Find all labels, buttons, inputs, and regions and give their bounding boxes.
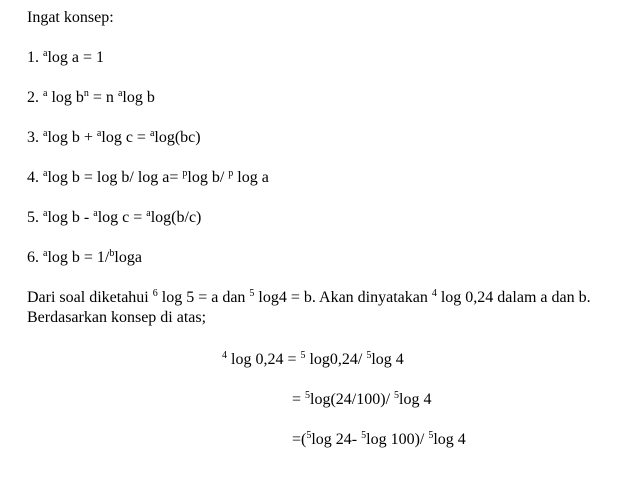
concept-5: 5. $^a$log b - $^a$log c = $^a$log(b/c) <box>27 208 202 226</box>
step-2: = $^5$log(24/100)/ $^5$log 4 <box>292 390 432 408</box>
concept-2: 2. $^a$ $\log b^n = n$ $^a$log b <box>27 88 155 106</box>
heading: Ingat konsep: <box>27 9 114 26</box>
concept-6: 6. $^a$log b = 1/$^b$loga <box>27 248 142 266</box>
step-1: $^4$ log 0,24 = $^5$ log0,24/ $^5$log 4 <box>222 350 404 368</box>
concept-1: 1. $^a$log a = 1 <box>27 48 105 66</box>
intro-paragraph: Dari soal diketahui $^6$ log 5 = a dan $^5$ log4 = b. Akan dinyatakan $^4$ log 0,24 dalam a dan b. Berdasarkan konsep di atas; <box>27 288 591 326</box>
concept-4: 4. $^a$log b = log b/ log a= $^p$log b/ $^p$ log a <box>27 168 269 186</box>
step-3: =($^5$log 24- $^5$log 100)/ $^5$log 4 <box>292 430 466 448</box>
concept-3: 3. $^a$log b + $^a$log c = $^a$log(bc) <box>27 128 201 146</box>
